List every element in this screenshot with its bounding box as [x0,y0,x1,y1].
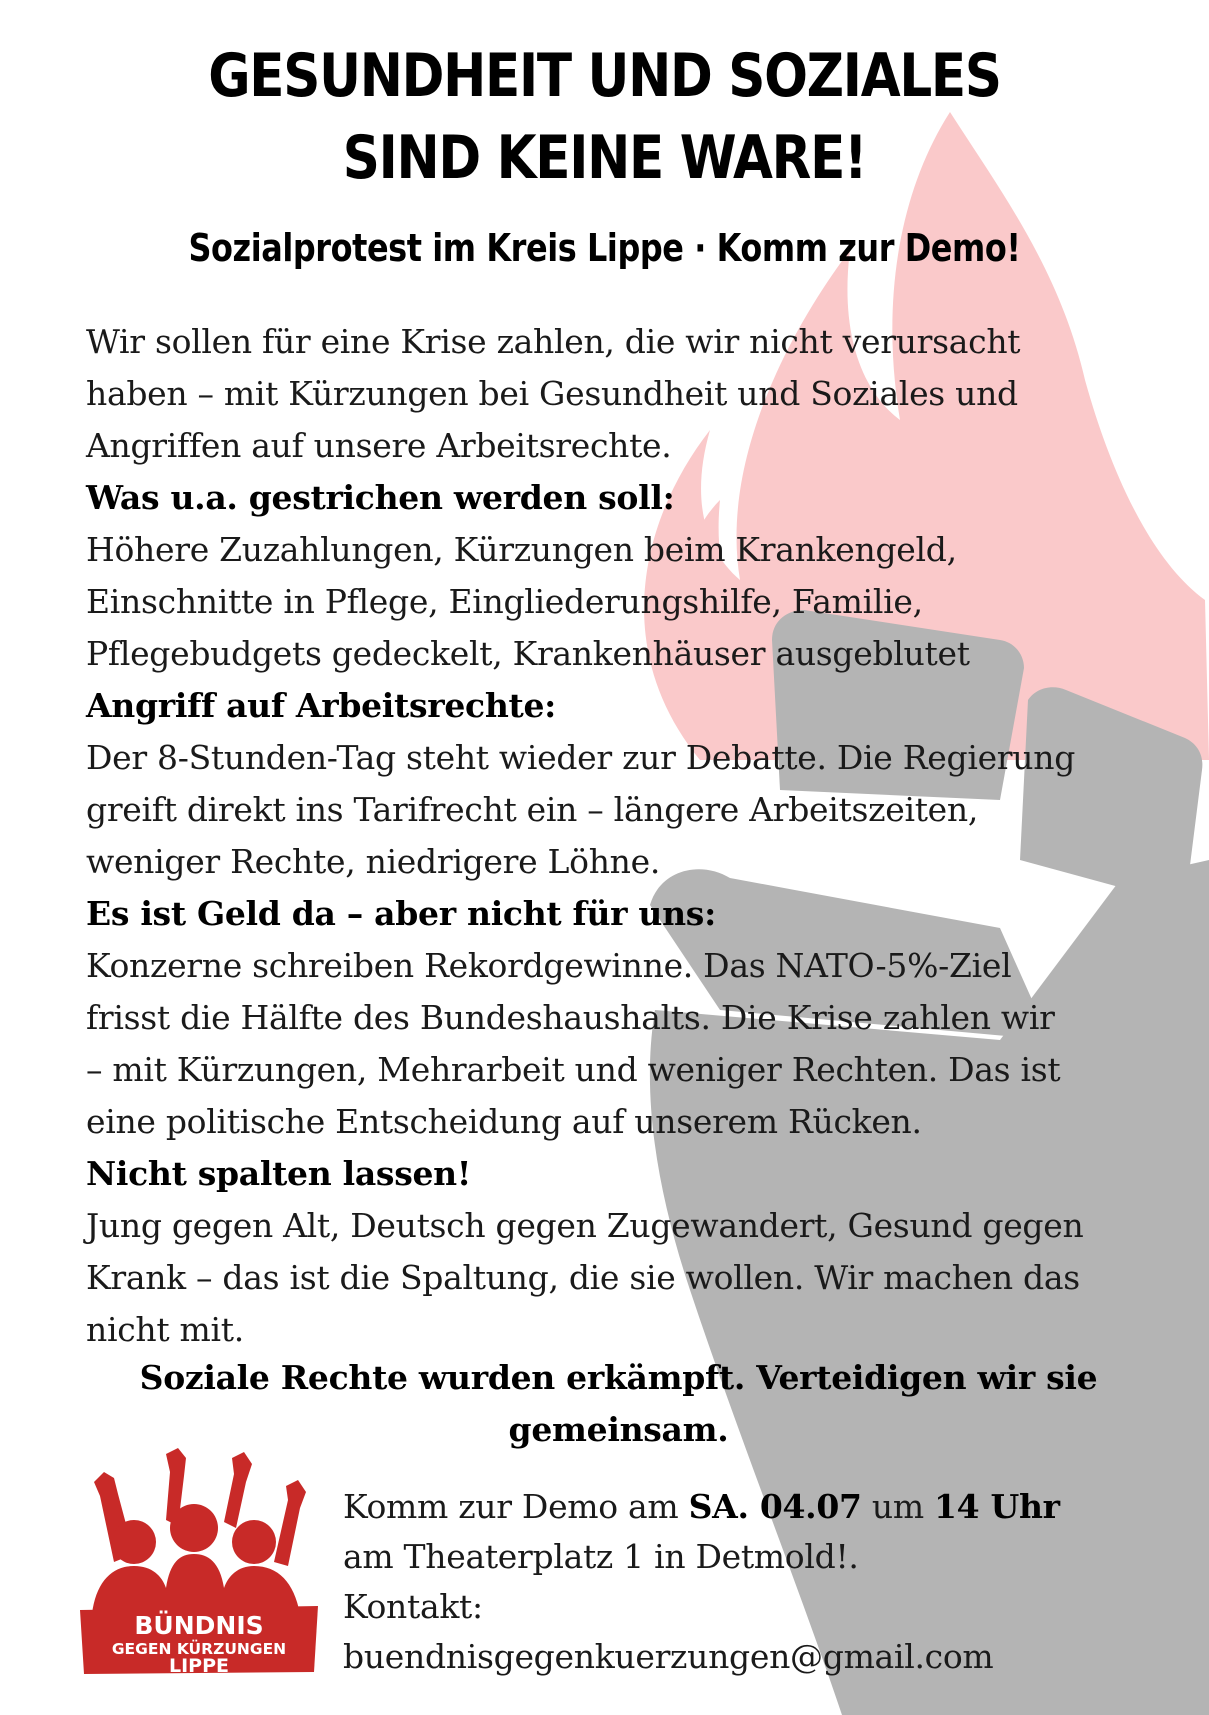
closing-line: gemeinsam. [508,1410,729,1449]
section-heading-cuts: Was u.a. gestrichen werden soll: [86,478,675,517]
event-when [343,1482,1193,1532]
event-middle: um [861,1487,934,1526]
body-line: eine politische Entscheidung auf unserem Rücken. [86,1102,922,1141]
body-line: – mit Kürzungen, Mehrarbeit und weniger Rechten. Das ist [86,1050,1061,1089]
logo-text-line-3: LIPPE [168,1655,230,1674]
contact-label: Kontakt: [343,1587,483,1626]
body-line: greift direkt ins Tarifrecht ein – längere Arbeitszeiten, [86,790,979,829]
body-line: frisst die Hälfte des Bundeshaushalts. Die Krise zahlen wir [86,998,1055,1037]
body-line: nicht mit. [86,1310,244,1349]
logo-text-line-1: BÜNDNIS [134,1611,264,1640]
body-line: Höhere Zuzahlungen, Kürzungen beim Krankengeld, [86,530,957,569]
closing-statement [86,1352,1151,1456]
logo-banner [80,1606,318,1674]
body-text [86,316,1196,1356]
subtitle: Sozialprotest im Kreis Lippe · Komm zur Demo! [188,226,1021,270]
contact-email: buendnisgegenkuerzungen@gmail.com [343,1637,994,1676]
event-time: 14 Uhr [934,1487,1060,1526]
body-line: Jung gegen Alt, Deutsch gegen Zugewandert, Gesund gegen [86,1206,1084,1245]
logo-text-line-2: GEGEN KÜRZUNGEN [111,1640,287,1658]
body-line: Krank – das ist die Spaltung, die sie wollen. Wir machen das [86,1258,1080,1297]
headline-line-2: SIND KEINE WARE! [342,123,867,193]
body-line: Pflegebudgets gedeckelt, Krankenhäuser ausgeblutet [86,634,970,673]
protesters-icon [92,1448,306,1614]
event-info [343,1482,1193,1682]
body-line: Angriffen auf unsere Arbeitsrechte. [86,426,672,465]
event-prefix: Komm zur Demo am [343,1487,689,1526]
body-line: haben – mit Kürzungen bei Gesundheit und Soziales und [86,374,1018,413]
body-line: Wir sollen für eine Krise zahlen, die wir nicht verursacht [86,322,1021,361]
body-line: weniger Rechte, niedrigere Löhne. [86,842,661,881]
event-location: am Theaterplatz 1 in Detmold!. [343,1537,859,1576]
buendnis-logo [74,1442,324,1674]
closing-line: Soziale Rechte wurden erkämpft. Verteidigen wir sie [139,1358,1098,1397]
body-line: Konzerne schreiben Rekordgewinne. Das NATO-5%-Ziel [86,946,1012,985]
body-line: Einschnitte in Pflege, Eingliederungshilfe, Familie, [86,582,923,621]
section-heading-labor: Angriff auf Arbeitsrechte: [86,686,557,725]
section-heading-money: Es ist Geld da – aber nicht für uns: [86,894,716,933]
body-line: Der 8-Stunden-Tag steht wieder zur Debatte. Die Regierung [86,738,1076,777]
headline-line-1: GESUNDHEIT UND SOZIALES [208,41,1001,111]
event-date: SA. 04.07 [688,1487,862,1526]
section-heading-unity: Nicht spalten lassen! [86,1154,472,1193]
